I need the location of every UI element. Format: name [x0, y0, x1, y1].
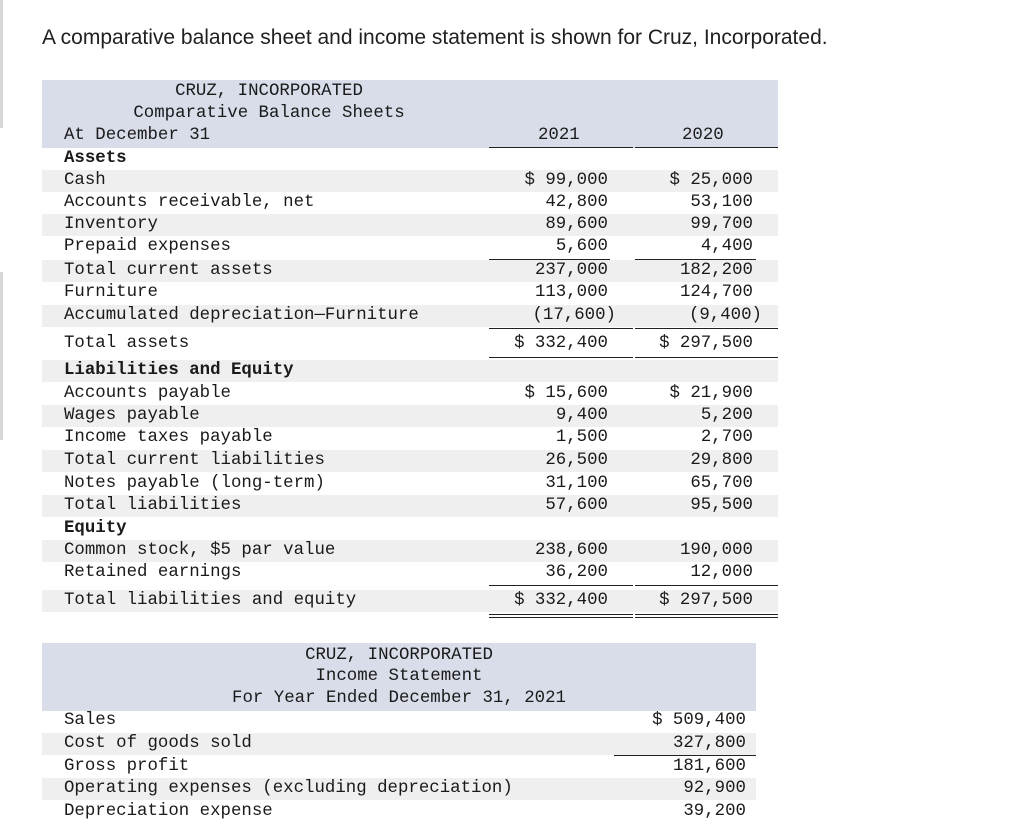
row-label: Notes payable (long-term)	[64, 474, 325, 493]
col-2020-header: 2020	[682, 126, 724, 145]
assets-heading: Assets	[64, 149, 127, 168]
row-label: Retained earnings	[64, 563, 242, 582]
row-label: Furniture	[64, 283, 158, 302]
value-2020: 29,800	[690, 451, 753, 470]
value-2021: $ 99,000	[524, 171, 608, 190]
value: 92,900	[683, 779, 746, 798]
row-label: Common stock, $5 par value	[64, 541, 336, 560]
value-2021: 5,600	[555, 237, 608, 256]
value-2020: 2,700	[700, 428, 753, 447]
value-2020: 182,200	[679, 261, 753, 280]
value-2021: 36,200	[545, 563, 608, 582]
row-depreciation-expense	[42, 801, 756, 823]
row-label: Operating expenses (excluding depreciation)	[64, 779, 513, 798]
value-2020: 12,000	[690, 563, 753, 582]
row-label: Depreciation expense	[64, 802, 273, 821]
value-2021: 113,000	[534, 283, 608, 302]
rule	[489, 357, 633, 358]
rule	[635, 328, 778, 329]
row-total-liabilities-equity	[42, 590, 778, 612]
row-total-assets	[42, 333, 778, 355]
row-label: Income taxes payable	[64, 428, 273, 447]
value-2021: 9,400	[555, 406, 608, 425]
intro-text: A comparative balance sheet and income statement is shown for Cruz, Incorporated.	[42, 26, 828, 49]
date-label: At December 31	[64, 126, 211, 145]
row-sales	[42, 710, 756, 732]
value-2020: 124,700	[679, 283, 753, 302]
value-2020: $ 21,900	[669, 384, 753, 403]
value-2020: 5,200	[700, 406, 753, 425]
value-2020: 65,700	[690, 474, 753, 493]
value: 181,600	[672, 757, 746, 776]
row-inventory	[42, 214, 778, 236]
left-edge-bar	[0, 0, 3, 128]
value-2020: $ 297,500	[659, 591, 753, 610]
row-label: Inventory	[64, 215, 158, 234]
left-edge-bar	[0, 272, 3, 440]
value-2021: 26,500	[545, 451, 608, 470]
bs-title: Comparative Balance Sheets	[133, 104, 405, 123]
section-heading	[42, 360, 778, 382]
row-accounts-payable	[42, 383, 778, 405]
row-furniture	[42, 282, 778, 304]
section-heading	[42, 148, 778, 170]
row-label: Total liabilities	[64, 496, 242, 515]
row-cost-of-goods-sold	[42, 733, 756, 755]
bs-company: CRUZ, INCORPORATED	[175, 82, 363, 101]
value-2021: 237,000	[534, 261, 608, 280]
value-2020: 95,500	[690, 496, 753, 515]
row-cash	[42, 170, 778, 192]
row-common-stock	[42, 540, 778, 562]
value-2020: $ 25,000	[669, 171, 753, 190]
balance-sheet	[42, 80, 778, 616]
row-label: Total liabilities and equity	[64, 591, 357, 610]
value-2021: 89,600	[545, 215, 608, 234]
rule	[489, 585, 633, 586]
equity-heading: Equity	[64, 519, 127, 538]
row-notes-payable	[42, 473, 778, 495]
value-2021: $ 332,400	[514, 334, 608, 353]
row-label: Accounts payable	[64, 384, 231, 403]
bs-column-header-row	[42, 125, 778, 147]
col-2021-header: 2021	[538, 126, 580, 145]
is-period: For Year Ended December 31, 2021	[232, 689, 566, 708]
row-label: Accounts receivable, net	[64, 193, 315, 212]
value-2021: 57,600	[545, 496, 608, 515]
rule	[489, 617, 633, 618]
row-total-current-assets	[42, 260, 778, 282]
value: 39,200	[683, 802, 746, 821]
row-operating-expenses	[42, 778, 756, 800]
row-accounts-receivable	[42, 192, 778, 214]
row-label: Cash	[64, 171, 106, 190]
value-2020: 99,700	[690, 215, 753, 234]
value-2020: 190,000	[679, 541, 753, 560]
value-2021: $ 332,400	[514, 591, 608, 610]
row-label: Accumulated depreciation—Furniture	[64, 306, 419, 325]
row-gross-profit	[42, 756, 756, 778]
row-label: Prepaid expenses	[64, 237, 231, 256]
value-2020: 53,100	[690, 193, 753, 212]
row-total-liabilities	[42, 495, 778, 517]
row-prepaid-expenses	[42, 236, 778, 258]
row-total-current-liabilities	[42, 450, 778, 472]
value: $ 509,400	[652, 711, 746, 730]
liabilities-equity-heading: Liabilities and Equity	[64, 361, 294, 380]
value-2021: 42,800	[545, 193, 608, 212]
row-income-taxes-payable	[42, 427, 778, 449]
row-accumulated-depreciation	[42, 305, 778, 327]
value-2020: (9,400)	[688, 306, 762, 325]
is-company: CRUZ, INCORPORATED	[305, 646, 493, 665]
value-2021: 238,600	[534, 541, 608, 560]
row-label: Total current liabilities	[64, 451, 325, 470]
rule	[635, 617, 778, 618]
row-label: Total assets	[64, 334, 190, 353]
value-2021: $ 15,600	[524, 384, 608, 403]
rule	[635, 585, 778, 586]
rule	[489, 328, 633, 329]
is-title: Income Statement	[315, 667, 483, 686]
value-2020: $ 297,500	[659, 334, 753, 353]
row-retained-earnings	[42, 562, 778, 584]
row-label: Cost of goods sold	[64, 734, 252, 753]
value-2021: 31,100	[545, 474, 608, 493]
rule	[635, 614, 778, 615]
row-label: Wages payable	[64, 406, 200, 425]
rule	[635, 357, 778, 358]
row-wages-payable	[42, 405, 778, 427]
value-2020: 4,400	[700, 237, 753, 256]
value-2021: (17,600)	[532, 306, 616, 325]
row-label: Sales	[64, 711, 117, 730]
value: 327,800	[672, 734, 746, 753]
income-statement	[42, 643, 756, 828]
row-label: Gross profit	[64, 757, 190, 776]
value-2021: 1,500	[555, 428, 608, 447]
row-label: Total current assets	[64, 261, 273, 280]
rule	[489, 614, 633, 615]
section-heading	[42, 518, 778, 540]
